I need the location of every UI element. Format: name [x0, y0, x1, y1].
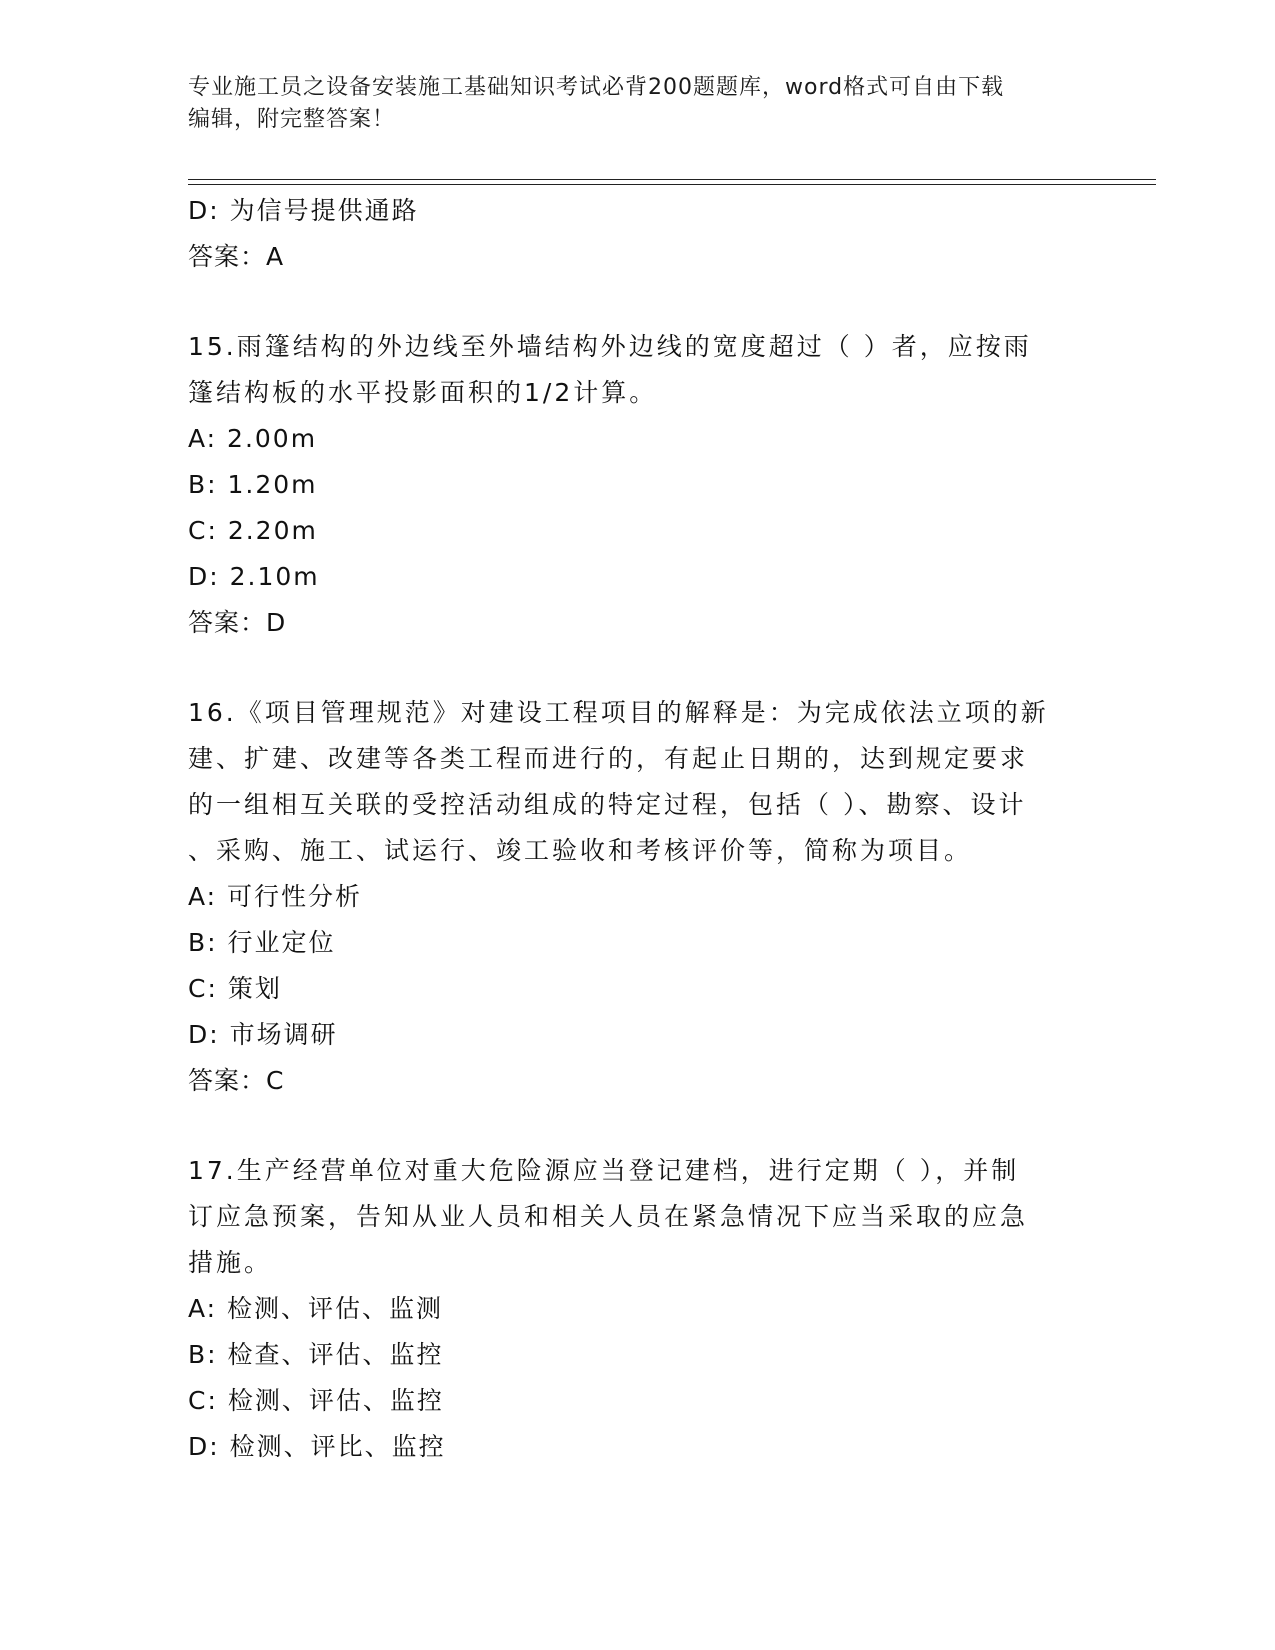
- header-title-line-1: 专业施工员之设备安装施工基础知识考试必背200题题库，word格式可自由下载: [188, 75, 1005, 100]
- question-stem-line: 17.生产经营单位对重大危险源应当登记建档，进行定期（ ），并制: [188, 1156, 1020, 1185]
- answer: 答案：C: [188, 1066, 285, 1095]
- option-a: A: 2.00m: [188, 424, 318, 453]
- option-b: B: 1.20m: [188, 470, 318, 499]
- option-a: A: 可行性分析: [188, 882, 363, 911]
- question-16: [188, 690, 1088, 1104]
- prev-answer: 答案：A: [188, 242, 285, 271]
- header-title-line-2: 编辑，附完整答案！: [188, 107, 396, 132]
- option-b: B: 行业定位: [188, 928, 336, 957]
- document-body: [188, 188, 1088, 1470]
- question-stem-line: 、采购、施工、试运行、竣工验收和考核评价等，简称为项目。: [188, 836, 973, 865]
- question-stem-line: 措施。: [188, 1248, 273, 1277]
- question-stem-line: 篷结构板的水平投影面积的1/2计算。: [188, 378, 658, 407]
- question-17: [188, 1148, 1088, 1470]
- answer: 答案：D: [188, 608, 287, 637]
- question-stem-line: 15.雨篷结构的外边线至外墙结构外边线的宽度超过（ ）者，应按雨: [188, 332, 1032, 361]
- question-stem-line: 建、扩建、改建等各类工程而进行的，有起止日期的，达到规定要求: [188, 744, 1029, 773]
- option-d: D: 2.10m: [188, 562, 320, 591]
- option-a: A: 检测、评估、监测: [188, 1294, 444, 1323]
- spacer: [188, 280, 1088, 324]
- option-d: D: 检测、评比、监控: [188, 1432, 446, 1461]
- prev-option-d: D: 为信号提供通路: [188, 196, 419, 225]
- option-d: D: 市场调研: [188, 1020, 338, 1049]
- option-c: C: 2.20m: [188, 516, 318, 545]
- option-b: B: 检查、评估、监控: [188, 1340, 444, 1369]
- option-c: C: 策划: [188, 974, 282, 1003]
- question-stem-line: 16.《项目管理规范》对建设工程项目的解释是：为完成依法立项的新: [188, 698, 1049, 727]
- question-15: [188, 324, 1088, 646]
- question-stem-line: 订应急预案，告知从业人员和相关人员在紧急情况下应当采取的应急: [188, 1202, 1029, 1231]
- question-stem-line: 的一组相互关联的受控活动组成的特定过程，包括（ ）、勘察、设计: [188, 790, 1027, 819]
- header-divider: [188, 179, 1156, 185]
- document-header: [188, 72, 1088, 136]
- spacer: [188, 646, 1088, 690]
- spacer: [188, 1104, 1088, 1148]
- option-c: C: 检测、评估、监控: [188, 1386, 444, 1415]
